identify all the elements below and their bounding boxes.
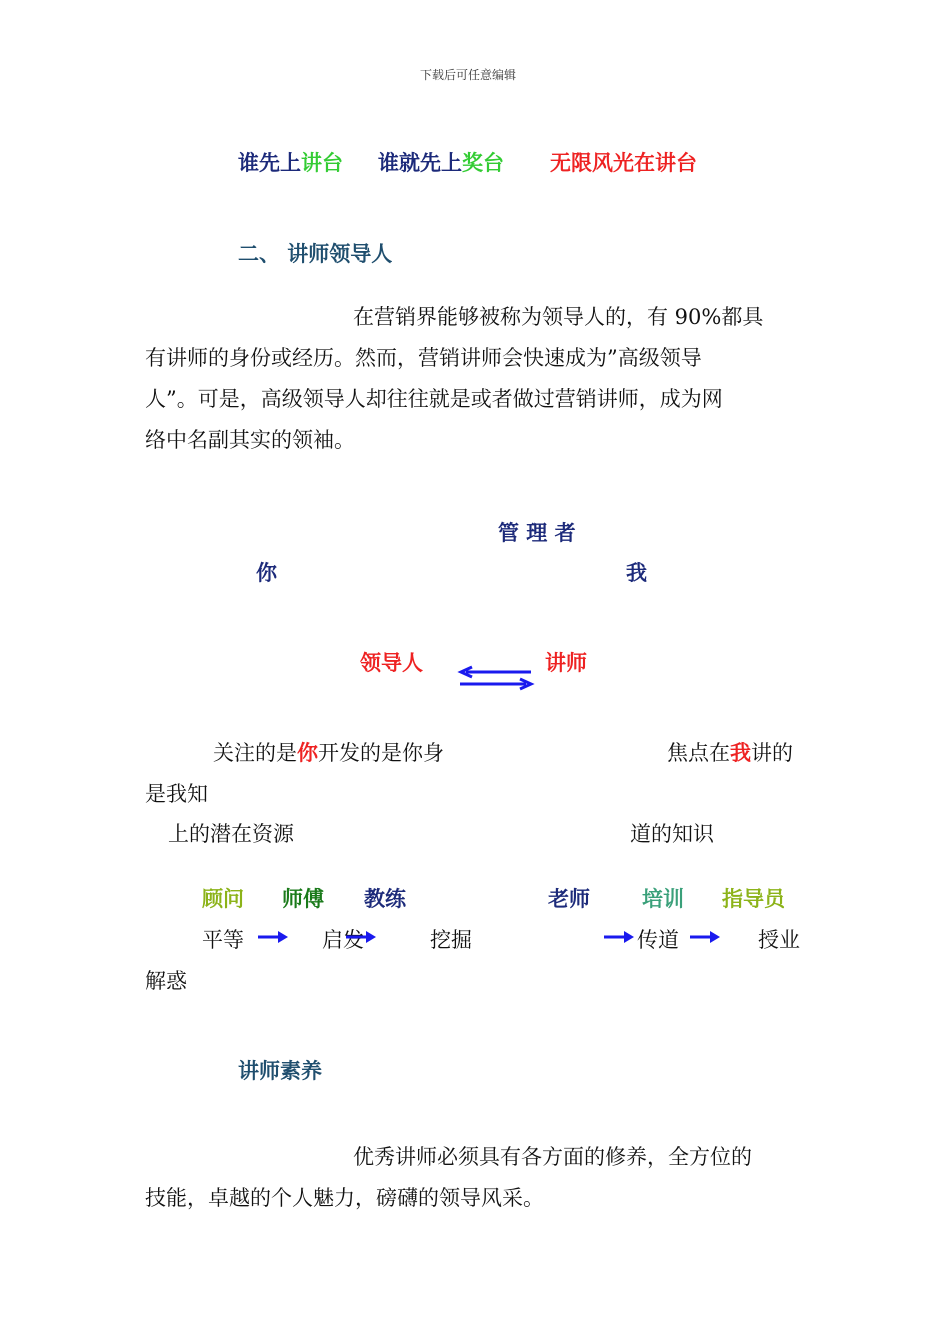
section2-para-line2: 技能，卓越的个人魅力，磅礴的领导风采。 — [145, 1186, 544, 1210]
role-master: 师傅 — [282, 887, 324, 911]
flow-equal: 平等 — [202, 928, 244, 952]
left-focus-b: 你 — [297, 741, 318, 765]
left-line2: 上的潜在资源 — [168, 822, 294, 846]
slogan-part1b: 讲台 — [301, 151, 343, 175]
role-coach: 教练 — [364, 887, 406, 911]
right-focus-line — [667, 737, 793, 767]
diagram-leader: 领导人 — [360, 651, 423, 675]
role-instructor: 指导员 — [722, 887, 785, 911]
diagram-manager: 管 理 者 — [498, 521, 576, 545]
section-heading-leader: 二、 讲师领导人 — [238, 242, 393, 266]
role-teacher: 老师 — [548, 887, 590, 911]
slogan-part3: 无限风光在讲台 — [550, 151, 697, 175]
right-focus-a: 焦点在 — [667, 741, 730, 765]
flow-dig: 挖掘 — [430, 928, 472, 952]
section1-para-line2: 有讲师的身份或经历。然而，营销讲师会快速成为”高级领导 — [145, 346, 702, 370]
left-focus-a: 关注的是 — [213, 741, 297, 765]
slogan-part1a: 谁先上 — [238, 151, 301, 175]
left-focus-line — [213, 737, 444, 767]
role-training: 培训 — [642, 887, 684, 911]
flow-resolve: 解惑 — [145, 969, 187, 993]
section1-para-line3: 人”。可是，高级领导人却往往就是或者做过营销讲师，成为网 — [145, 387, 723, 411]
page-header-note: 下载后可任意编辑 — [420, 68, 517, 82]
section1-para-line4: 络中名副其实的领袖。 — [145, 428, 355, 452]
right-line2: 道的知识 — [630, 822, 714, 846]
section2-para-line1: 优秀讲师必须具有各方面的修养，全方位的 — [353, 1145, 752, 1169]
role-consultant: 顾问 — [202, 887, 244, 911]
wrap-line: 是我知 — [145, 782, 208, 806]
diagram-lecturer: 讲师 — [545, 651, 587, 675]
flow-teach: 授业 — [758, 928, 800, 952]
arrow-right-icon — [688, 928, 722, 946]
diagram-me: 我 — [626, 561, 647, 585]
section1-para-line1: 在营销界能够被称为领导人的，有 90%都具 — [353, 305, 764, 329]
left-focus-c: 开发的是你身 — [318, 741, 444, 765]
flow-inspire: 启发 — [322, 928, 364, 952]
arrow-right-icon — [344, 928, 378, 946]
right-focus-c: 讲的 — [751, 741, 793, 765]
slogan-2 — [378, 147, 504, 177]
slogan-part2a: 谁就先上 — [378, 151, 462, 175]
slogan-part2b: 奖台 — [462, 151, 504, 175]
section-heading-quality: 讲师素养 — [238, 1059, 322, 1083]
diagram-you: 你 — [256, 561, 277, 585]
double-arrow-icon — [456, 665, 536, 691]
flow-preach: 传道 — [637, 928, 679, 952]
arrow-right-icon — [602, 928, 636, 946]
slogan — [238, 147, 343, 177]
right-focus-b: 我 — [730, 741, 751, 765]
arrow-right-icon — [256, 928, 290, 946]
